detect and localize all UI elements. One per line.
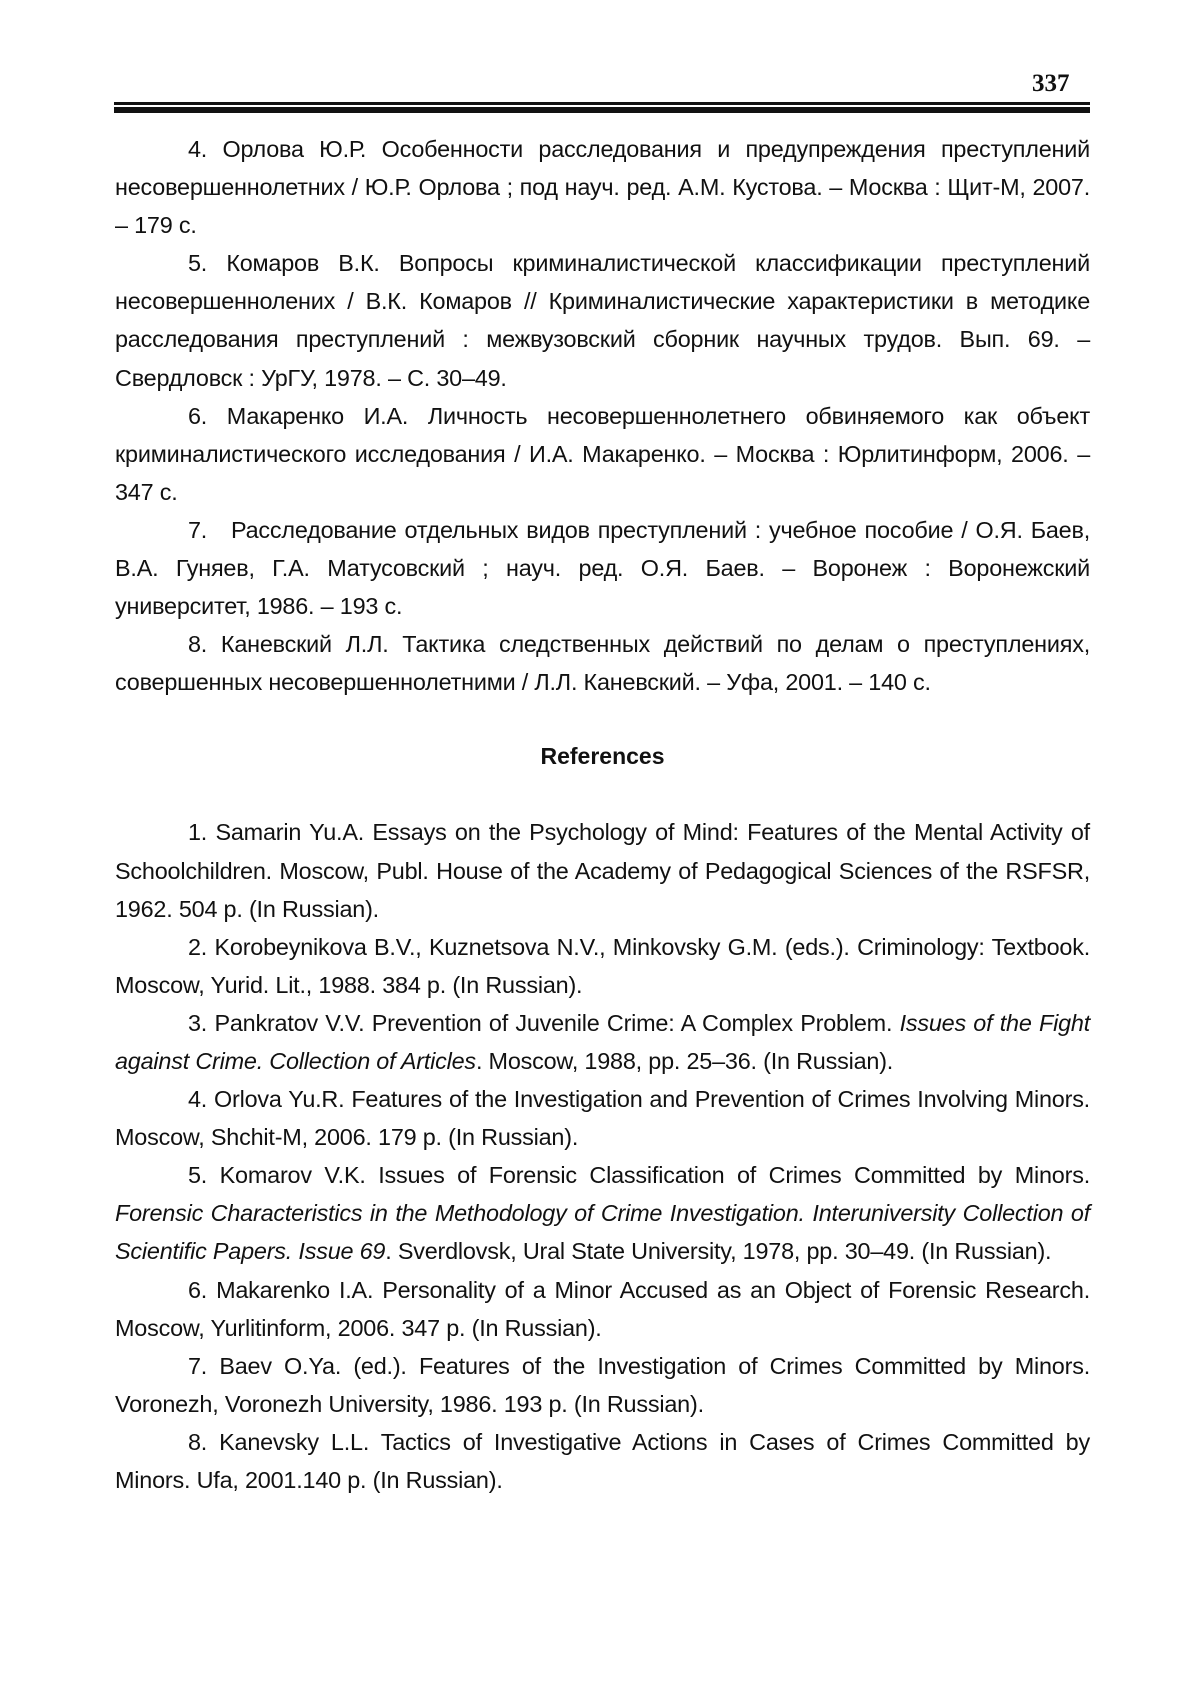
reference-text-tail: . Moscow, 1988, pp. 25–36. (In Russian). [475,1047,894,1074]
reference-number: 6. [188,402,208,429]
page-number: 337 [1032,70,1070,97]
reference-number: 2. [188,933,208,960]
english-reference-item [115,813,1090,927]
reference-text: Орлова Ю.Р. Особенности расследования и предупреждения преступлений несовершеннолетних / Ю.Р. Орлова ; под науч. ред. А.М. Кустова. – Москва : Щит-М, 2007. – 179 с. [115,136,1090,239]
references-heading: References [540,743,665,770]
header-rule-thin [114,102,1090,105]
reference-source-title: Forensic Characteristics in the Methodology of Crime Investigation. Interuniversity Collection of Scientific Papers. Issue 69 [115,1200,1090,1265]
russian-reference-item [115,511,1090,625]
reference-number: 1. [188,819,208,846]
reference-number: 8. [188,631,208,658]
russian-reference-list [115,130,1090,701]
reference-number: 7. [188,516,208,543]
reference-text: Samarin Yu.A. Essays on the Psychology of Mind: Features of the Mental Activity of Schoolchildren. Moscow, Publ. House of the Academy of Pedagogical Sciences of the RSFSR, 1962. 504 p. (In Russian). [115,819,1090,922]
reference-number: 8. [188,1428,208,1455]
reference-text: Каневский Л.Л. Тактика следственных действий по делам о преступлениях, совершенных несовершеннолетними / Л.Л. Каневский. – Уфа, 2001. – 140 с. [115,631,1090,696]
reference-source-title: Issues of the Fight against Crime. Collection of Articles [115,1009,1090,1074]
reference-text: Макаренко И.А. Личность несовершеннолетнего обвиняемого как объект криминалистического исследования / И.А. Макаренко. – Москва : Юрлитинформ, 2006. – 347 с. [115,402,1090,505]
english-reference-item [115,1080,1090,1156]
reference-text: Baev O.Ya. (ed.). Features of the Investigation of Crimes Committed by Minors. Voronezh, Voronezh University, 1986. 193 p. (In Russian). [115,1352,1090,1417]
english-reference-item [115,1347,1090,1423]
english-reference-item [115,1423,1090,1499]
reference-text-tail: . Sverdlovsk, Ural State University, 1978, pp. 30–49. (In Russian). [385,1238,1052,1265]
reference-number: 7. [188,1352,208,1379]
russian-reference-item [115,130,1090,244]
reference-number: 3. [188,1009,208,1036]
reference-number: 6. [188,1276,208,1303]
reference-text: Makarenko I.A. Personality of a Minor Accused as an Object of Forensic Research. Moscow, Yurlitinform, 2006. 347 p. (In Russian). [115,1276,1090,1341]
reference-text: Расследование отдельных видов преступлений : учебное пособие / О.Я. Баев, В.А. Гуняев, Г.А. Матусовский ; науч. ред. О.Я. Баев. – Воронеж : Воронежский университет, 1986. – 193 с. [115,516,1090,620]
russian-reference-item [115,397,1090,511]
reference-text: Kanevsky L.L. Tactics of Investigative Actions in Cases of Crimes Committed by Minors. Ufa, 2001.140 p. (In Russian). [115,1428,1090,1493]
reference-text: Pankratov V.V. Prevention of Juvenile Crime: A Complex Problem. [214,1009,900,1036]
page-content [115,130,1090,1499]
reference-text: Korobeynikova B.V., Kuznetsova N.V., Minkovsky G.M. (eds.). Criminology: Textbook. Moscow, Yurid. Lit., 1988. 384 p. (In Russian). [115,933,1090,998]
russian-reference-item [115,625,1090,701]
reference-text: Komarov V.K. Issues of Forensic Classification of Crimes Committed by Minors. [219,1162,1090,1189]
reference-number: 5. [188,250,208,277]
header-rule-thick [114,107,1090,113]
english-reference-item [115,1271,1090,1347]
reference-text: Orlova Yu.R. Features of the Investigation and Prevention of Crimes Involving Minors. Moscow, Shchit-M, 2006. 179 p. (In Russian). [115,1086,1090,1151]
russian-reference-item [115,244,1090,396]
reference-number: 5. [188,1162,208,1189]
english-reference-item [115,1004,1090,1080]
english-reference-item [115,928,1090,1004]
reference-number: 4. [188,1086,208,1113]
english-reference-item [115,1156,1090,1270]
reference-text: Комаров В.К. Вопросы криминалистической классификации преступлений несовершеннолених / В.К. Комаров // Криминалистические характеристики в методике расследования преступлений : межвузовский сборник научных трудов. Вып. 69. – Свердловск : УрГУ, 1978. – С. 30–49. [115,250,1090,391]
reference-number: 4. [188,136,208,162]
english-reference-list [115,813,1090,1499]
